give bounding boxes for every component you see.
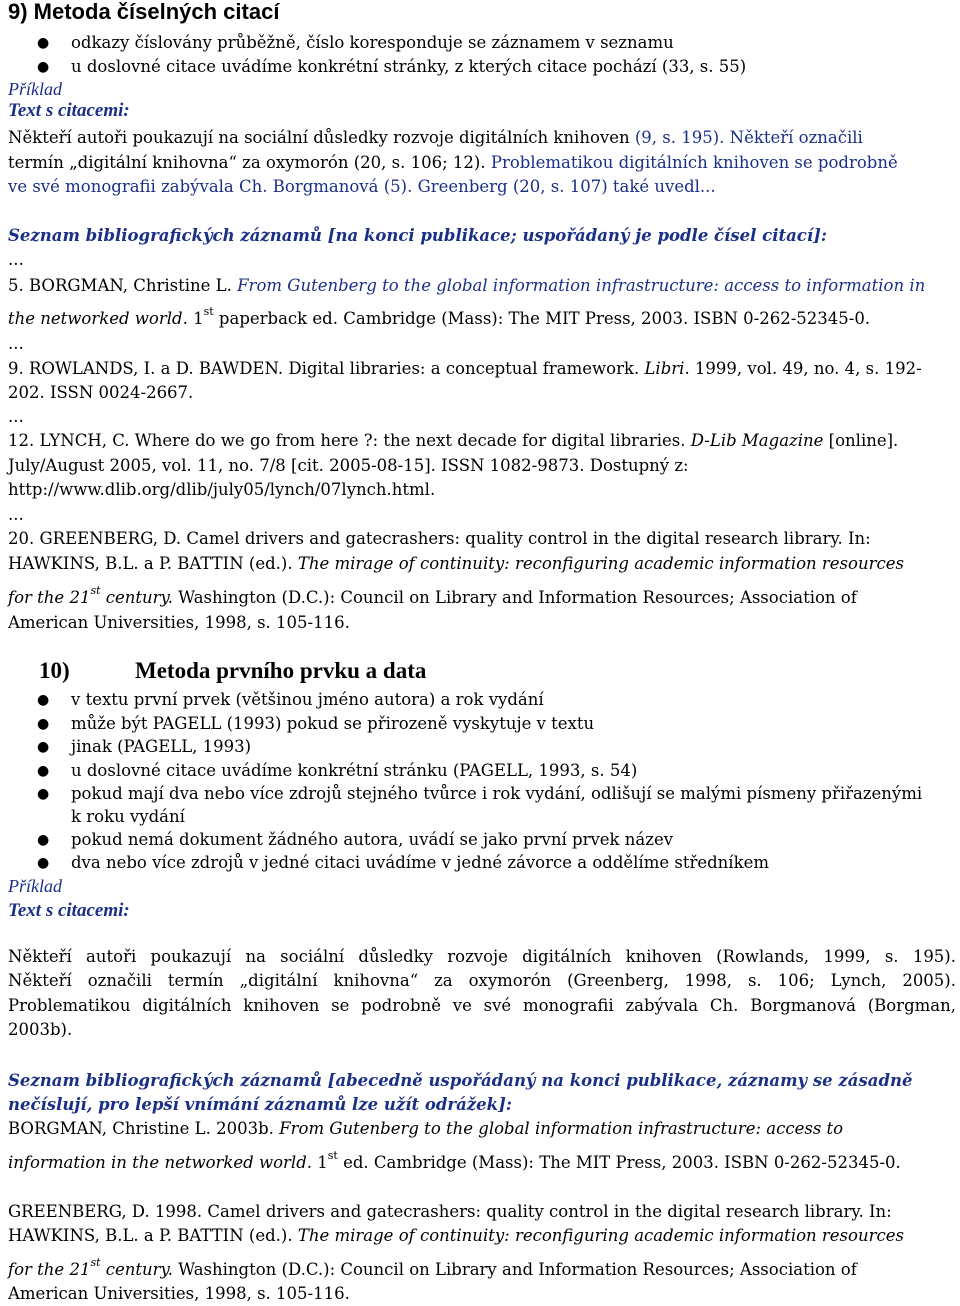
paragraph-line [8,126,863,150]
reference-line [8,429,898,453]
journal-title: D-Lib Magazine [690,431,824,450]
reference-line [8,1151,901,1175]
citation: (Borgman, [867,996,956,1015]
text: Někteří autoři poukazují na sociální důsledky rozvoje digitálních knihoven [8,947,717,966]
bibliography-heading: Seznam bibliografických záznamů [na konci publikace; uspořádaný je podle čísel citací]: [8,226,828,245]
citation: (Rowlands, 1999, s. 195). [716,947,956,966]
reference-line: 202. ISSN 0024-2667. [8,383,194,402]
reference-line [8,1258,857,1282]
reference-line: July/August 2005, vol. 11, no. 7/8 [cit. 2005-08-15]. ISSN 1082-9873. Dostupný z: [8,456,689,475]
reference-line: GREENBERG, D. 1998. Camel drivers and gatecrashers: quality control in the digital research library. In: [8,1202,892,1221]
citation: (20, s. 107) [512,177,608,196]
reference-title: for the 21 [8,1260,91,1279]
reference-line: 20. GREENBERG, D. Camel drivers and gatecrashers: quality control in the digital research library. In: [8,529,871,548]
reference-line [8,307,870,331]
bullet-icon: ● [37,739,50,755]
text: Greenberg [412,177,513,196]
text: Problematikou digitálních knihoven se podrobně ve své monografii zabývala Ch. Borgmanová [8,996,868,1015]
section-10-heading: Metoda prvního prvku a data [135,658,427,683]
text: HAWKINS, B.L. a P. BATTIN (ed.). [8,554,298,573]
text: . 1999, vol. 49, no. 4, s. 192- [684,359,922,378]
reference-title: century. [100,588,173,607]
section-10-number: 10) [39,658,70,683]
ellipsis: ... [8,250,24,269]
reference-line [8,274,925,298]
list-item: jinak (PAGELL, 1993) [71,737,252,756]
bullet-icon: ● [37,832,50,848]
citation: (5). [383,177,413,196]
text: také uvedl... [607,177,716,196]
paragraph-line [8,151,898,175]
superscript: st [327,1149,338,1162]
section-9-heading: 9) Metoda číselných citací [8,0,280,24]
reference-title: From Gutenberg to the global information infrastructure: access to [279,1119,844,1138]
text: Někteří autoři poukazují na sociální důsledky rozvoje digitálních knihoven [8,128,635,147]
bullet-icon: ● [37,786,50,802]
reference-title: century. [100,1260,173,1279]
ellipsis: ... [8,505,24,524]
text: ed. Cambridge (Mass): The MIT Press, 2003. ISBN 0-262-52345-0. [337,1153,901,1172]
reference-title: for the 21 [8,588,91,607]
reference-line [8,552,904,576]
list-item-continuation: k roku vydání [71,807,185,826]
paragraph-line [8,175,716,199]
paragraph-line [8,969,956,993]
list-item: odkazy číslovány průběžně, číslo koresponduje se záznamem v seznamu [71,33,674,52]
text: 9. ROWLANDS, I. a D. BAWDEN. Digital libraries: a conceptual framework. [8,359,645,378]
example-label: Příklad [8,876,62,896]
journal-title: Libri [644,359,685,378]
bullet-icon: ● [37,763,50,779]
citation: (20, s. 106; 12). [353,153,486,172]
list-item: pokud nemá dokument žádného autora, uvádí se jako první prvek název [71,830,674,849]
reference-line [8,586,857,610]
bullet-icon: ● [37,692,50,708]
bullet-icon: ● [37,59,50,75]
text: 12. LYNCH, C. Where do we go from here ?: the next decade for digital libraries. [8,431,691,450]
bibliography-heading: Seznam bibliografických záznamů [abecedně uspořádaný na konci publikace, záznamy se zásadně [8,1071,913,1090]
list-item: pokud mají dva nebo více zdrojů stejného tvůrce i rok vydání, odlišují se malými písmeny přiřazenými [71,784,923,803]
reference-title: The mirage of continuity: reconfiguring academic information resources [297,554,904,573]
text: Problematikou digitálních knihoven se podrobně [485,153,898,172]
reference-line [8,1117,843,1141]
text: 5. BORGMAN, Christine L. [8,276,238,295]
text-citations-label: Text s citacemi: [8,100,130,121]
bullet-icon: ● [37,35,50,51]
paragraph-line [8,945,956,969]
reference-title: From Gutenberg to the global information infrastructure: access to information in [237,276,926,295]
reference-line [8,1224,904,1248]
text-citations-label: Text s citacemi: [8,900,130,921]
text: HAWKINS, B.L. a P. BATTIN (ed.). [8,1226,298,1245]
list-item: u doslovné citace uvádíme konkrétní stránky, z kterých citace pochází (33, s. 55) [71,57,747,76]
text: 1 [312,1153,328,1172]
text: Někteří označili termín „digitální knihovna“ za oxymorón [8,971,568,990]
citation: (9, s. 195). [634,128,725,147]
paragraph-line [8,994,956,1018]
bullet-icon: ● [37,716,50,732]
reference-title: The mirage of continuity: reconfiguring academic information resources [297,1226,904,1245]
text: BORGMAN, Christine L. 2003b. [8,1119,280,1138]
superscript: st [90,584,101,597]
text: termín „digitální knihovna“ za oxymorón [8,153,354,172]
text: [online]. [823,431,899,450]
example-label: Příklad [8,79,62,99]
bibliography-heading: nečíslují, pro lepší vnímání záznamů lze užít odrážek]: [8,1095,513,1114]
bullet-icon: ● [37,855,50,871]
text: . 1 [182,309,204,328]
ellipsis: ... [8,407,24,426]
text: ve své monografii zabývala Ch. Borgmanová [8,177,384,196]
ellipsis: ... [8,334,24,353]
list-item: u doslovné citace uvádíme konkrétní stránku (PAGELL, 1993, s. 54) [71,761,638,780]
reference-title: the networked world [8,309,183,328]
reference-line: American Universities, 1998, s. 105-116. [8,1284,350,1303]
citation: (Greenberg, 1998, s. 106; Lynch, 2005). [567,971,956,990]
reference-line [8,357,922,381]
superscript: st [90,1256,101,1269]
list-item: v textu první prvek (většinou jméno autora) a rok vydání [71,690,544,709]
text: Někteří označili [724,128,863,147]
text: Washington (D.C.): Council on Library and Information Resources; Association of [172,1260,857,1279]
reference-line: American Universities, 1998, s. 105-116. [8,613,350,632]
text: paperback ed. Cambridge (Mass): The MIT Press, 2003. ISBN 0-262-52345-0. [213,309,871,328]
list-item: může být PAGELL (1993) pokud se přirozeně vyskytuje v textu [71,714,595,733]
paragraph-line: 2003b). [8,1020,73,1039]
superscript: st [203,305,214,318]
reference-url: http://www.dlib.org/dlib/july05/lynch/07lynch.html. [8,480,436,499]
reference-title: information in the networked world. [8,1153,313,1172]
text: Washington (D.C.): Council on Library and Information Resources; Association of [172,588,857,607]
list-item: dva nebo více zdrojů v jedné citaci uvádíme v jedné závorce a oddělíme středníkem [71,853,769,872]
